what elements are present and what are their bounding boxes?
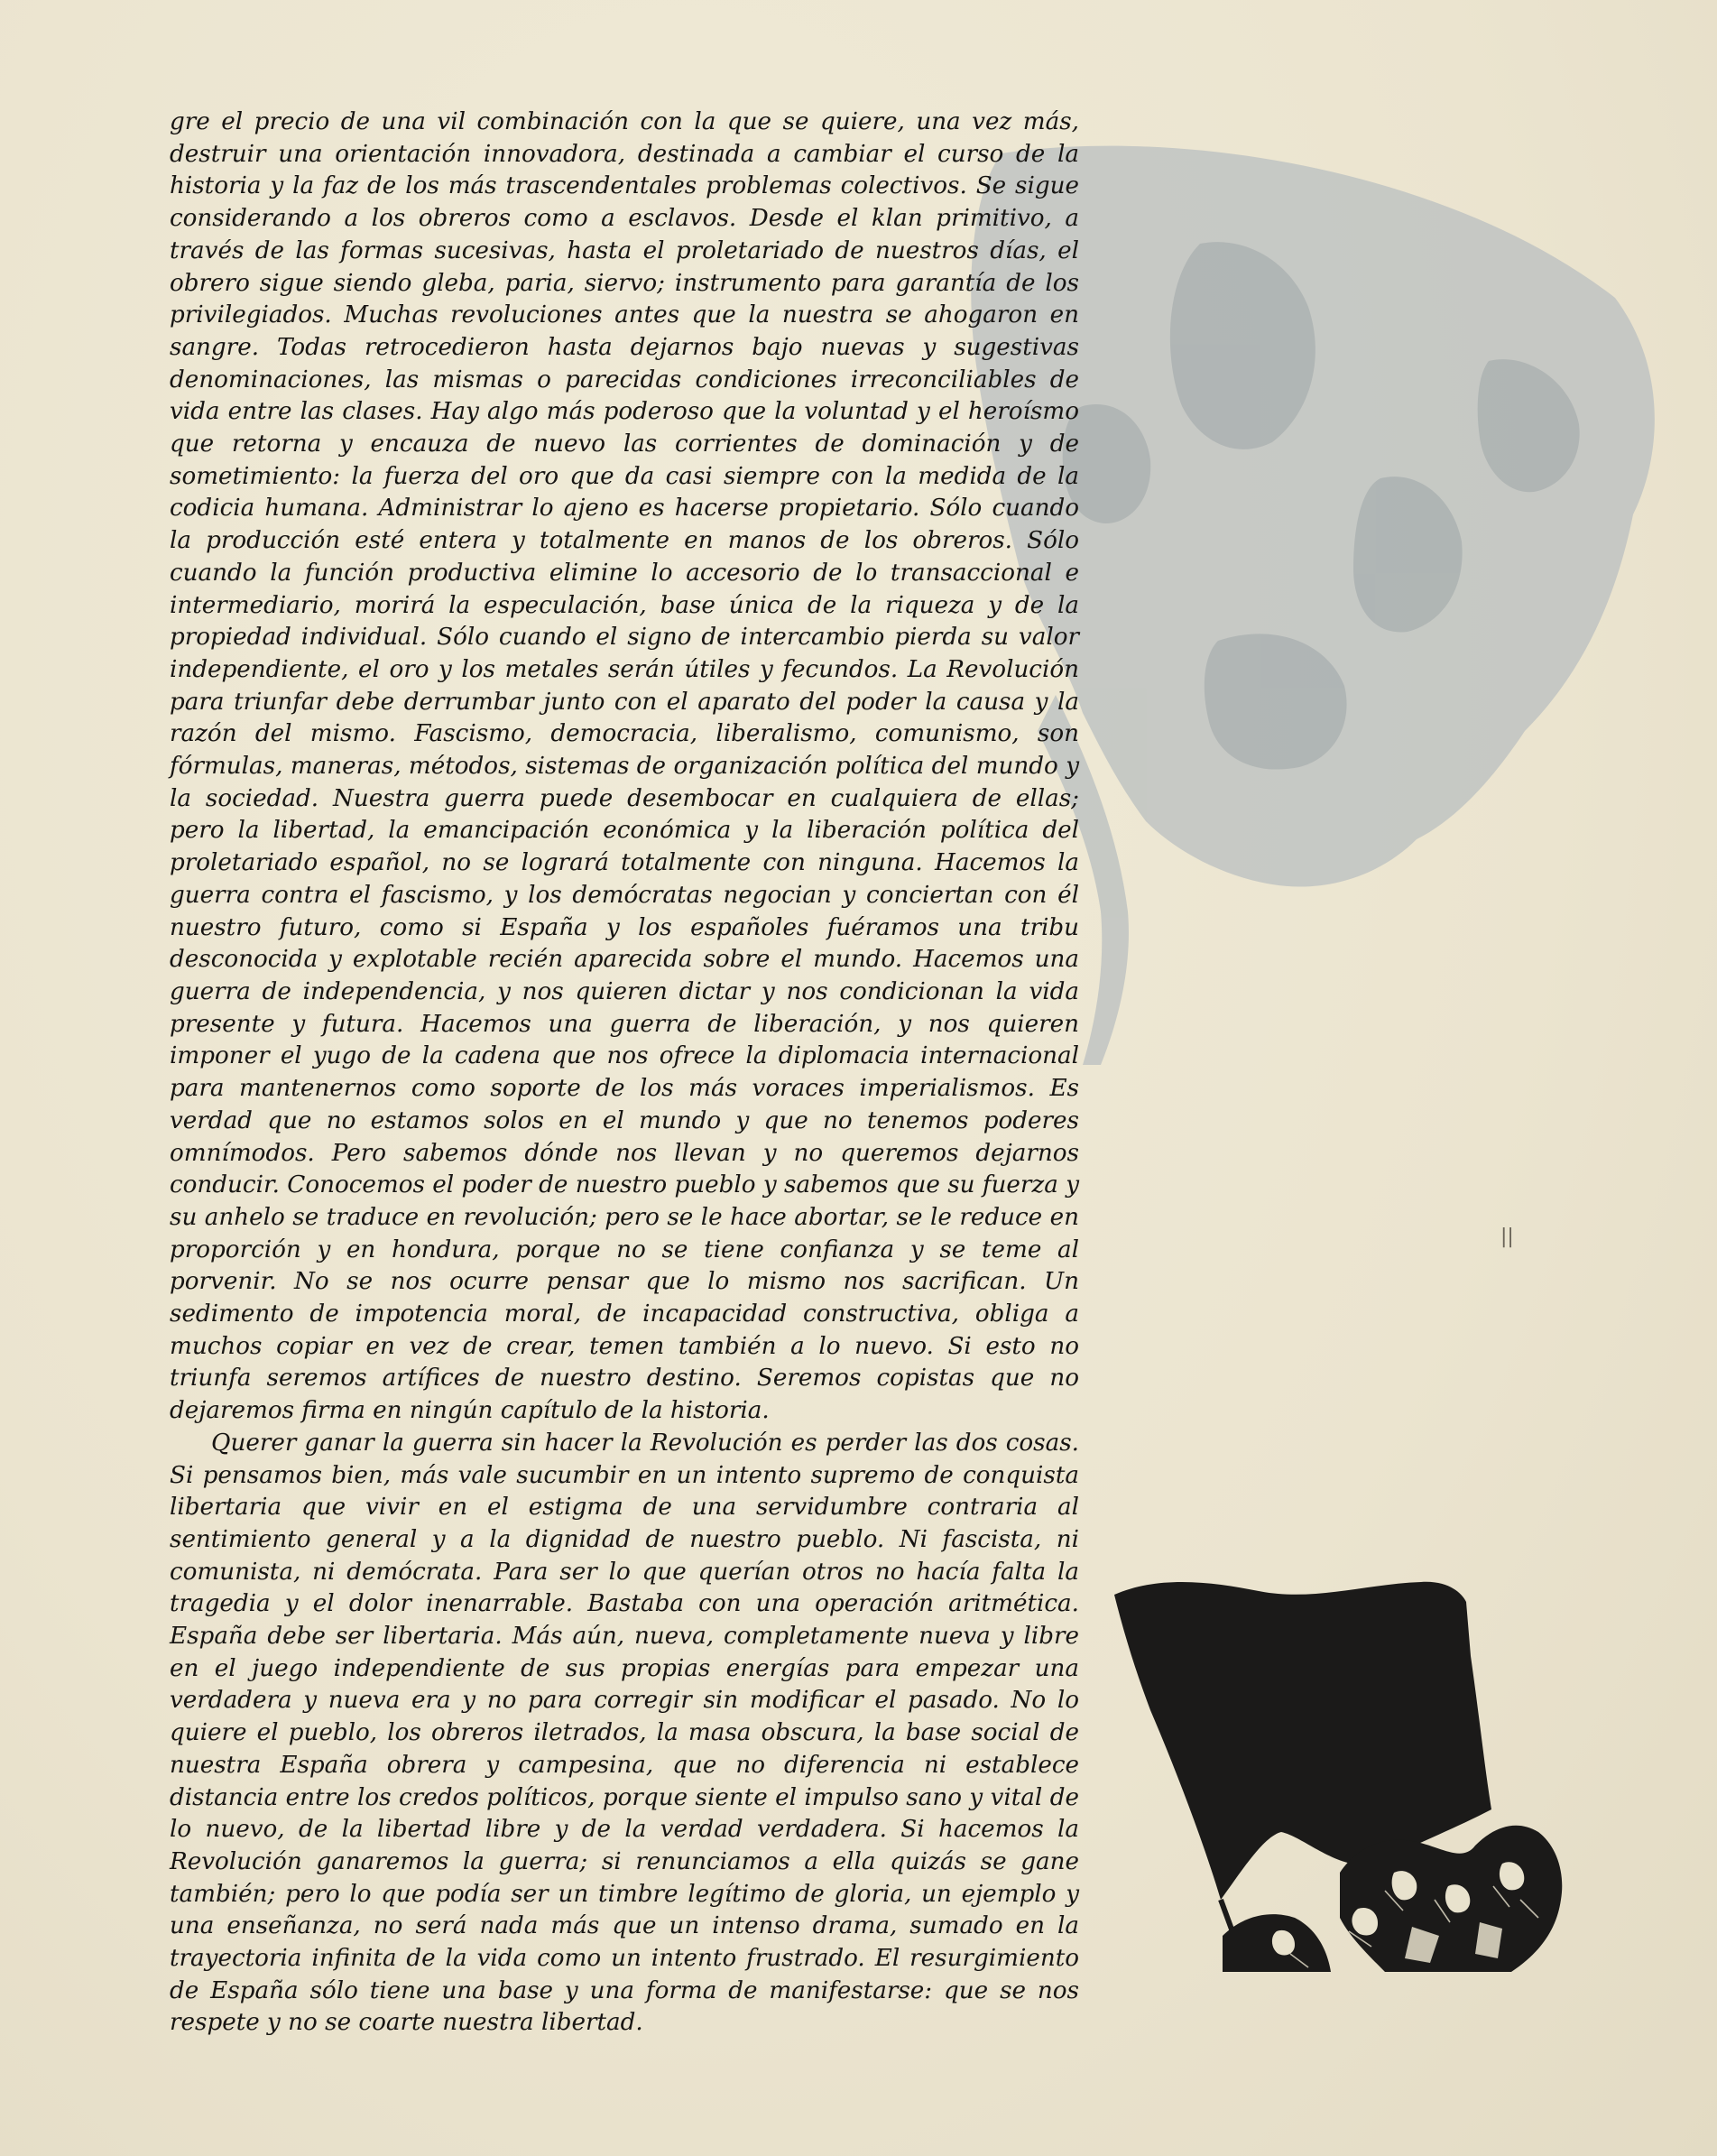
paper-crease-mark: ||: [1500, 1226, 1514, 1248]
article-text: [170, 106, 1079, 2040]
article-paragraph: Querer ganar la guerra sin hacer la Revolución es perder las dos cosas. Si pensamos bien, más vale sucumbir en un intento supremo de conquista libertaria que vivir en el estigma de una servidumbre contraria al sentimiento general y a la dignidad de nuestro pueblo. Ni fascista, ni comunista, ni demócrata. Para ser lo que querían otros no hacía falta la tragedia y el dolor inenarrable. Bastaba con una operación aritmética. España debe ser libertaria. Más aún, nueva, completamente nueva y libre en el juego independiente de sus propias energías para empezar una verdadera y nueva era y no para corregir sin modificar el pasado. No lo quiere el pueblo, los obreros iletrados, la masa obscura, la base social de nuestra España obrera y campesina, que no diferencia ni establece distancia entre los credos políticos, porque siente el impulso sano y vital de lo nuevo, de la libertad libre y de la verdad verdadera. Si hacemos la Revolución ganaremos la guerra; si renunciamos a ella quizás se gane también; pero lo que podía ser un timbre legítimo de gloria, un ejemplo y una enseñanza, no será nada más que un intenso drama, sumado en la trayectoria infinita de la vida como un intento frustrado. El resurgimiento de España sólo tiene una base y una forma de manifestarse: que se nos respete y no se coarte nuestra libertad.: [170, 1429, 1079, 2037]
article-paragraph: gre el precio de una vil combinación con la que se quiere, una vez más, destruir una orientación innovadora, destinada a cambiar el curso de la historia y la faz de los más trascendentales problemas colectivos. Se sigue considerando a los obreros como a esclavos. Desde el klan primitivo, a través de las formas sucesivas, hasta el proletariado de nuestros días, el obrero sigue siendo gleba, paria, siervo; instrumento para garantía de los privilegiados. Muchas revoluciones antes que la nuestra se ahogaron en sangre. Todas retrocedieron hasta dejarnos bajo nuevas y sugestivas denominaciones, las mismas o parecidas condiciones irreconciliables de vida entre las clases. Hay algo más poderoso que la voluntad y el heroísmo que retorna y encauza de nuevo las corrientes de dominación y de sometimiento: la fuerza del oro que da casi siempre con la medida de la codicia humana. Administrar lo ajeno es hacerse propietario. Sólo cuando la producción esté entera y totalmente en manos de los obreros. Sólo cuando la función productiva elimine lo accesorio de lo transaccional e intermediario, morirá la especulación, base única de la riqueza y de la propiedad individual. Sólo cuando el signo de intercambio pierda su valor independiente, el oro y los metales serán útiles y fecundos. La Revolución para triunfar debe derrumbar junto con el aparato del poder la causa y la razón del mismo. Fascismo, democracia, liberalismo, comunismo, son fórmulas, maneras, métodos, sistemas de organización política del mundo y la sociedad. Nuestra guerra puede desembocar en cualquiera de ellas; pero la libertad, la emancipación económica y la liberación política del proletariado español, no se logrará totalmente con ninguna. Hacemos la guerra contra el fascismo, y los demócratas negocian y conciertan con él nuestro futuro, como si España y los españoles fuéramos una tribu desconocida y explotable recién aparecida sobre el mundo. Hacemos una guerra de independencia, y nos quieren dictar y nos condicionan la vida presente y futura. Hacemos una guerra de liberación, y nos quieren imponer el yugo de la cadena que nos ofrece la diplomacia internacional para mantenernos como soporte de los más voraces imperialismos. Es verdad que no estamos solos en el mundo y que no tenemos poderes omnímodos. Pero sabemos dónde nos llevan y no queremos dejarnos conducir. Conocemos el poder de nuestro pueblo y sabemos que su fuerza y su anhelo se traduce en revolución; pero se le hace abortar, se le reduce en proporción y en hondura, porque no se tiene confianza y se teme al porvenir. No se nos ocurre pensar que lo mismo nos sacrifican. Un sedimento de impotencia moral, de incapacidad constructiva, obliga a muchos copiar en vez de crear, temen también a lo nuevo. Si esto no triunfa seremos artífices de nuestro destino. Seremos copistas que no dejaremos firma en ningún capítulo de la historia.: [170, 108, 1079, 1425]
black-flag-woodcut-illustration: [1114, 1575, 1583, 1981]
